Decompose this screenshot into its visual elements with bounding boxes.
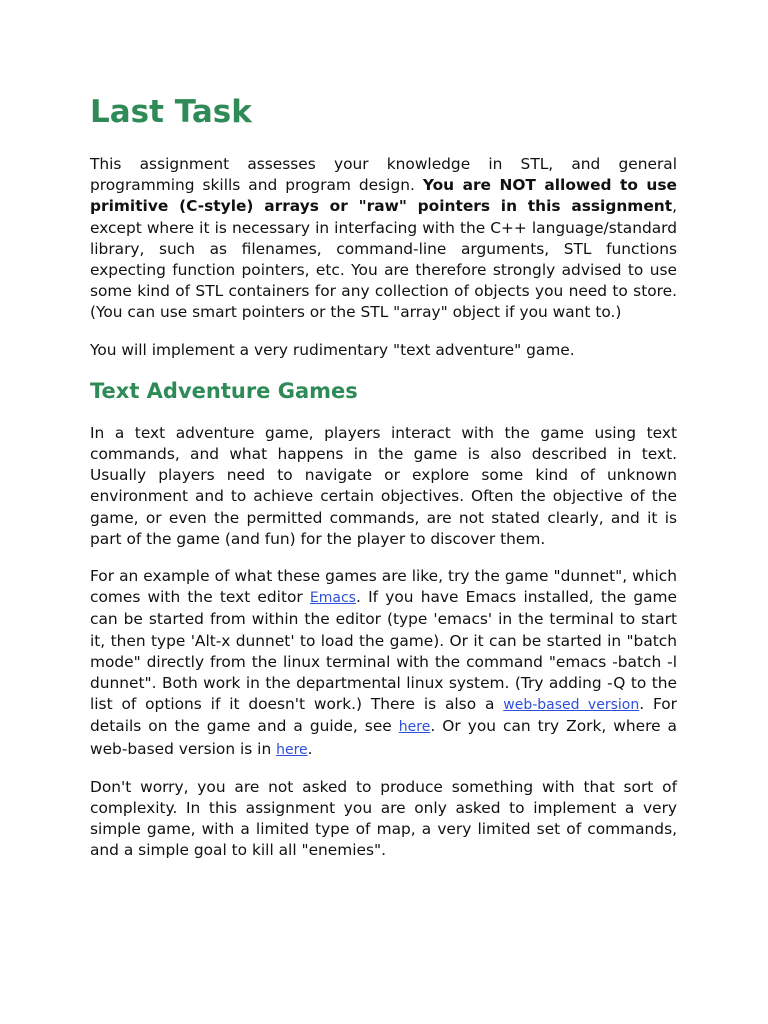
intro-paragraph bbox=[90, 154, 677, 324]
intro-bold-warning: You are NOT allowed to use primitive (C-style) arrays or "raw" pointers in this assignment bbox=[90, 176, 677, 216]
page-title: Last Task bbox=[90, 94, 252, 130]
example-paragraph bbox=[90, 566, 677, 761]
document-page bbox=[90, 92, 677, 878]
intro-text-1: This assignment assesses your knowledge in STL, and general programming skills and program design. bbox=[90, 155, 677, 195]
web-based-version-link[interactable]: web-based version bbox=[503, 697, 640, 714]
intro-text-2: , except where it is necessary in interfacing with the C++ language/standard library, such as filenames, command-line arguments, STL functions expecting function pointers, etc. You are therefore strongly advised to use some kind of STL containers for any collection of objects you need to store. (You can use smart pointers or the STL "array" object if you want to.) bbox=[90, 197, 677, 322]
section-heading: Text Adventure Games bbox=[90, 378, 358, 403]
example-text-2: . If you have Emacs installed, the game can be started from within the editor (type 'emacs' in the terminal to start it, then type 'Alt-x dunnet' to load the game). Or it can be started in "batch mode" directly from the linux terminal with the command "emacs -batch -l dunnet". Both work in the departmental linux system. (Try adding -Q to the list of options if it doesn't work.) There is also a bbox=[90, 588, 677, 714]
example-text-4: . Or you can try Zork, where a web-based version is in bbox=[90, 717, 677, 758]
zork-here-link[interactable]: here bbox=[276, 741, 308, 758]
emacs-link[interactable]: Emacs bbox=[309, 590, 356, 607]
task-summary-paragraph: You will implement a very rudimentary "text adventure" game. bbox=[90, 340, 575, 359]
example-text-1: For an example of what these games are like, try the game "dunnet", which comes with the text editor bbox=[90, 567, 677, 607]
guide-here-link[interactable]: here bbox=[398, 719, 431, 736]
description-paragraph: In a text adventure game, players interact with the game using text commands, and what happens in the game is also described in text. Usually players need to navigate or explore some kind of unknown environment and to achieve certain objectives. Often the objective of the game, or even the permitted commands, are not stated clearly, and it is part of the game (and fun) for the player to discover them. bbox=[90, 423, 677, 548]
scope-paragraph: Don't worry, you are not asked to produce something with that sort of complexity. In this assignment you are only asked to implement a very simple game, with a limited type of map, a very limited set of commands, and a simple goal to kill all "enemies". bbox=[90, 777, 677, 860]
example-text-3: . For details on the game and a guide, see bbox=[90, 695, 677, 736]
example-text-5: . bbox=[307, 739, 313, 758]
